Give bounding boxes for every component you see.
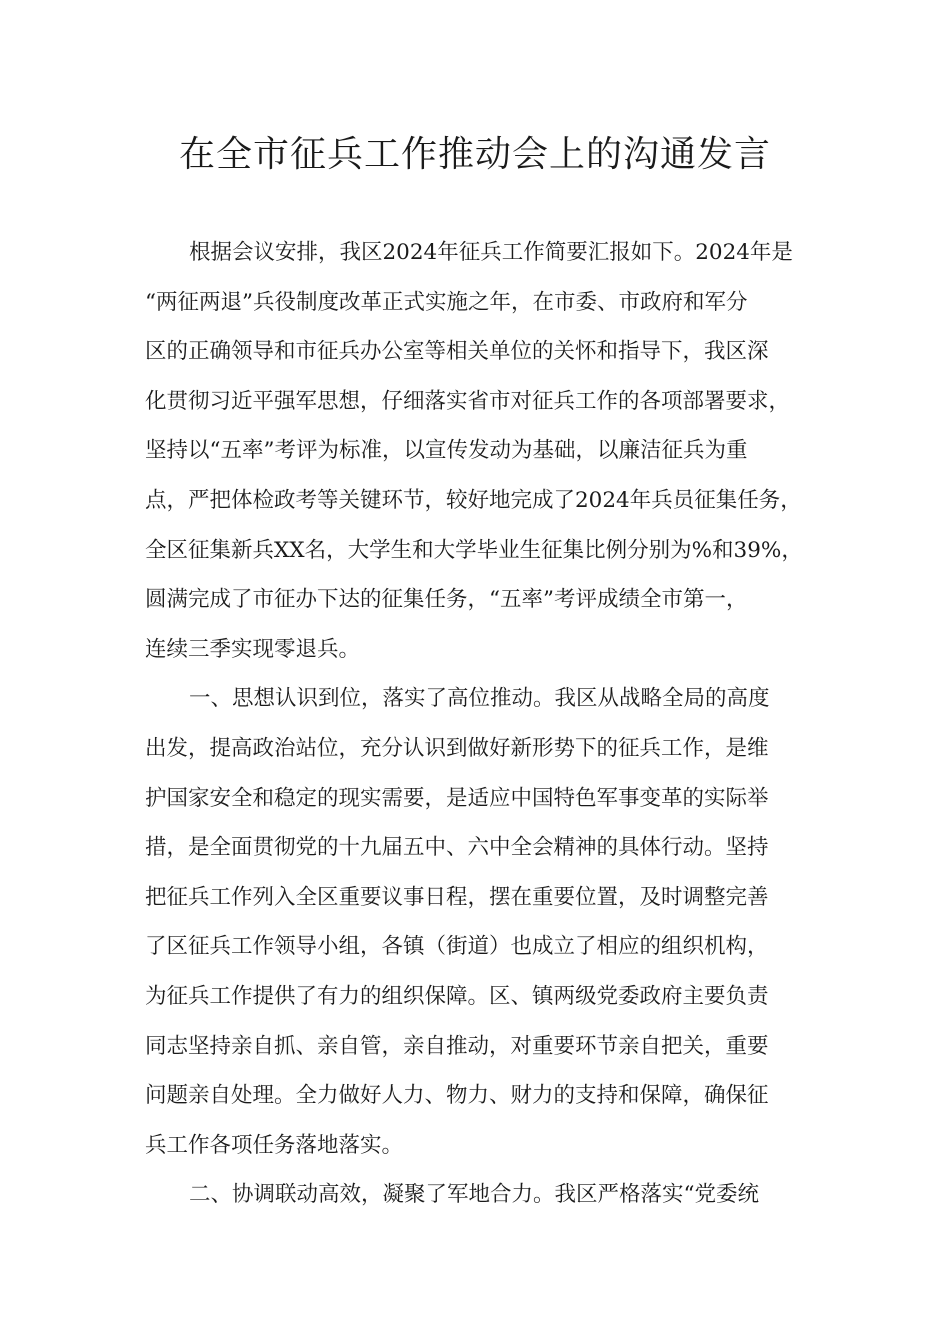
paragraph-line: 根据会议安排，我区2024年征兵工作简要汇报如下。2024年是	[189, 240, 793, 265]
paragraph-line: 圆满完成了市征办下达的征集任务，“五率”考评成绩全市第一，	[145, 587, 748, 613]
paragraph-line: 为征兵工作提供了有力的组织保障。区、镇两级党委政府主要负责	[145, 983, 769, 1009]
paragraph-line: 一、思想认识到位，落实了高位推动。我区从战略全局的高度	[189, 686, 770, 712]
paragraph-line: 护国家安全和稳定的现实需要，是适应中国特色军事变革的实际举	[145, 785, 769, 811]
paragraph-line: “两征两退”兵役制度改革正式实施之年，在市委、市政府和军分	[145, 289, 748, 315]
paragraph-line: 兵工作各项任务落地落实。	[145, 1132, 404, 1158]
paragraph-line: 问题亲自处理。全力做好人力、物力、财力的支持和保障，确保征	[145, 1083, 769, 1109]
paragraph-line: 措，是全面贯彻党的十九届五中、六中全会精神的具体行动。坚持	[145, 835, 769, 861]
paragraph-line: 坚持以“五率”考评为标准，以宣传发动为基础，以廉洁征兵为重	[145, 438, 748, 464]
document-body	[145, 228, 810, 1220]
paragraph-line: 区的正确领导和市征兵办公室等相关单位的关怀和指导下，我区深	[145, 339, 769, 365]
paragraph-line: 同志坚持亲自抓、亲自管，亲自推动，对重要环节亲自把关，重要	[145, 1033, 769, 1059]
paragraph-line: 把征兵工作列入全区重要议事日程，摆在重要位置，及时调整完善	[145, 884, 769, 910]
paragraph-line: 连续三季实现零退兵。	[145, 636, 361, 662]
paragraph-line: 点，严把体检政考等关键环节，较好地完成了2024年兵员征集任务，	[145, 487, 802, 513]
document-title: 在全市征兵工作推动会上的沟通发言	[178, 134, 771, 175]
paragraph-line: 全区征集新兵XX名，大学生和大学毕业生征集比例分别为%和39%，	[145, 537, 803, 563]
paragraph-line: 化贯彻习近平强军思想，仔细落实省市对征兵工作的各项部署要求，	[145, 388, 791, 414]
paragraph-line: 出发，提高政治站位，充分认识到做好新形势下的征兵工作，是维	[145, 735, 769, 761]
paragraph-line: 二、协调联动高效，凝聚了军地合力。我区严格落实“党委统	[189, 1182, 759, 1208]
paragraph-line: 了区征兵工作领导小组，各镇（街道）也成立了相应的组织机构，	[145, 934, 769, 960]
